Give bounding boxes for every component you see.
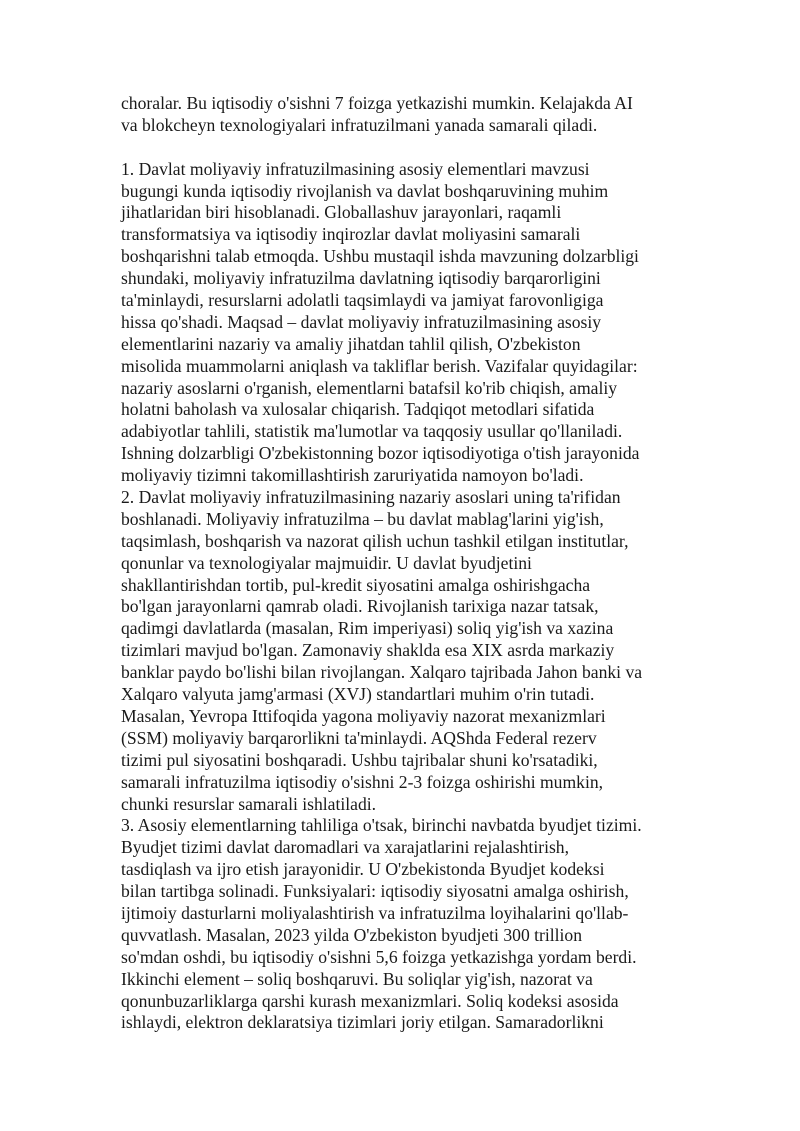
- text-line: hissa qo'shadi. Maqsad – davlat moliyaviy infratuzilmasining asosiy: [121, 311, 602, 332]
- text-line: 1. Davlat moliyaviy infratuzilmasining asosiy elementlari mavzusi: [121, 158, 590, 179]
- text-line: ta'minlaydi, resurslarni adolatli taqsimlaydi va jamiyat farovonligiga: [121, 290, 604, 311]
- text-line: bo'lgan jarayonlarni qamrab oladi. Rivojlanish tarixiga nazar tatsak,: [121, 596, 599, 617]
- text-line: tizimlari mavjud bo'lgan. Zamonaviy shaklda esa XIX asrda markaziy: [121, 640, 615, 661]
- text-line: elementlarini nazariy va amaliy jihatdan tahlil qilish, O'zbekiston: [121, 333, 581, 354]
- text-line: Byudjet tizimi davlat daromadlari va xarajatlarini rejalashtirish,: [121, 837, 569, 858]
- text-line: qonunlar va texnologiyalar majmuidir. U davlat byudjetini: [121, 552, 532, 573]
- text-line: Ishning dolzarbligi O'zbekistonning bozor iqtisodiyotiga o'tish jarayonida: [121, 443, 640, 464]
- text-line: 3. Asosiy elementlarning tahliliga o'tsak, birinchi navbatda byudjet tizimi.: [121, 815, 642, 836]
- text-line: tasdiqlash va ijro etish jarayonidir. U O'zbekistonda Byudjet kodeksi: [121, 859, 605, 880]
- text-line: taqsimlash, boshqarish va nazorat qilish uchun tashkil etilgan institutlar,: [121, 530, 629, 551]
- text-line: chunki resurslar samarali ishlatiladi.: [121, 793, 377, 814]
- text-line: transformatsiya va iqtisodiy inqirozlar davlat moliyasini samarali: [121, 224, 581, 245]
- text-line: samarali infratuzilma iqtisodiy o'sishni 2-3 foizga oshirishi mumkin,: [121, 771, 604, 792]
- text-line: va blokcheyn texnologiyalari infratuzilmani yanada samarali qiladi.: [121, 114, 598, 135]
- text-line: qonunbuzarliklarga qarshi kurash mexanizmlari. Soliq kodeksi asosida: [121, 990, 619, 1011]
- text-line: ijtimoiy dasturlarni moliyalashtirish va infratuzilma loyihalarini qo'llab-: [121, 902, 629, 923]
- text-line: adabiyotlar tahlili, statistik ma'lumotlar va taqqosiy usullar qo'llaniladi.: [121, 421, 623, 442]
- text-line: Xalqaro valyuta jamg'armasi (XVJ) standartlari muhim o'rin tutadi.: [121, 684, 595, 705]
- text-line: 2. Davlat moliyaviy infratuzilmasining nazariy asoslari uning ta'rifidan: [121, 487, 621, 508]
- text-line: banklar paydo bo'lishi bilan rivojlangan. Xalqaro tajribada Jahon banki va: [121, 662, 643, 683]
- text-line: bilan tartibga solinadi. Funksiyalari: iqtisodiy siyosatni amalga oshirish,: [121, 881, 629, 902]
- text-line: tizimi pul siyosatini boshqaradi. Ushbu tajribalar shuni ko'rsatadiki,: [121, 749, 598, 770]
- text-line: misolida muammolarni aniqlash va takliflar berish. Vazifalar quyidagilar:: [121, 355, 638, 376]
- text-line: bugungi kunda iqtisodiy rivojlanish va davlat boshqaruvining muhim: [121, 180, 609, 201]
- text-line: quvvatlash. Masalan, 2023 yilda O'zbekiston byudjeti 300 trillion: [121, 924, 583, 945]
- text-line: shakllantirishdan tortib, pul-kredit siyosatini amalga oshirishgacha: [121, 574, 591, 595]
- paragraph-spacer: [121, 137, 691, 159]
- text-line: holatni baholash va xulosalar chiqarish. Tadqiqot metodlari sifatida: [121, 399, 595, 420]
- text-line: shundaki, moliyaviy infratuzilma davlatning iqtisodiy barqarorligini: [121, 268, 601, 289]
- text-line: (SSM) moliyaviy barqarorlikni ta'minlaydi. AQShda Federal rezerv: [121, 727, 597, 748]
- text-line: boshlanadi. Moliyaviy infratuzilma – bu davlat mablag'larini yig'ish,: [121, 508, 604, 529]
- text-line: so'mdan oshdi, bu iqtisodiy o'sishni 5,6 foizga yetkazishga yordam berdi.: [121, 946, 637, 967]
- text-line: nazariy asoslarni o'rganish, elementlarni batafsil ko'rib chiqish, amaliy: [121, 377, 618, 398]
- text-line: jihatlaridan biri hisoblanadi. Globallashuv jarayonlari, raqamli: [121, 202, 562, 223]
- text-line: choralar. Bu iqtisodiy o'sishni 7 foizga yetkazishi mumkin. Kelajakda AI: [121, 93, 633, 113]
- text-line: Masalan, Yevropa Ittifoqida yagona moliyaviy nazorat mexanizmlari: [121, 705, 606, 726]
- text-line: Ikkinchi element – soliq boshqaruvi. Bu soliqlar yig'ish, nazorat va: [121, 968, 593, 989]
- document-body-text: [121, 93, 691, 1034]
- text-line: qadimgi davlatlarda (masalan, Rim imperiyasi) soliq yig'ish va xazina: [121, 618, 614, 639]
- text-line: ishlaydi, elektron deklaratsiya tizimlari joriy etilgan. Samaradorlikni: [121, 1012, 604, 1033]
- text-line: boshqarishni talab etmoqda. Ushbu mustaqil ishda mavzuning dolzarbligi: [121, 246, 639, 267]
- text-line: moliyaviy tizimni takomillashtirish zaruriyatida namoyon bo'ladi.: [121, 465, 584, 486]
